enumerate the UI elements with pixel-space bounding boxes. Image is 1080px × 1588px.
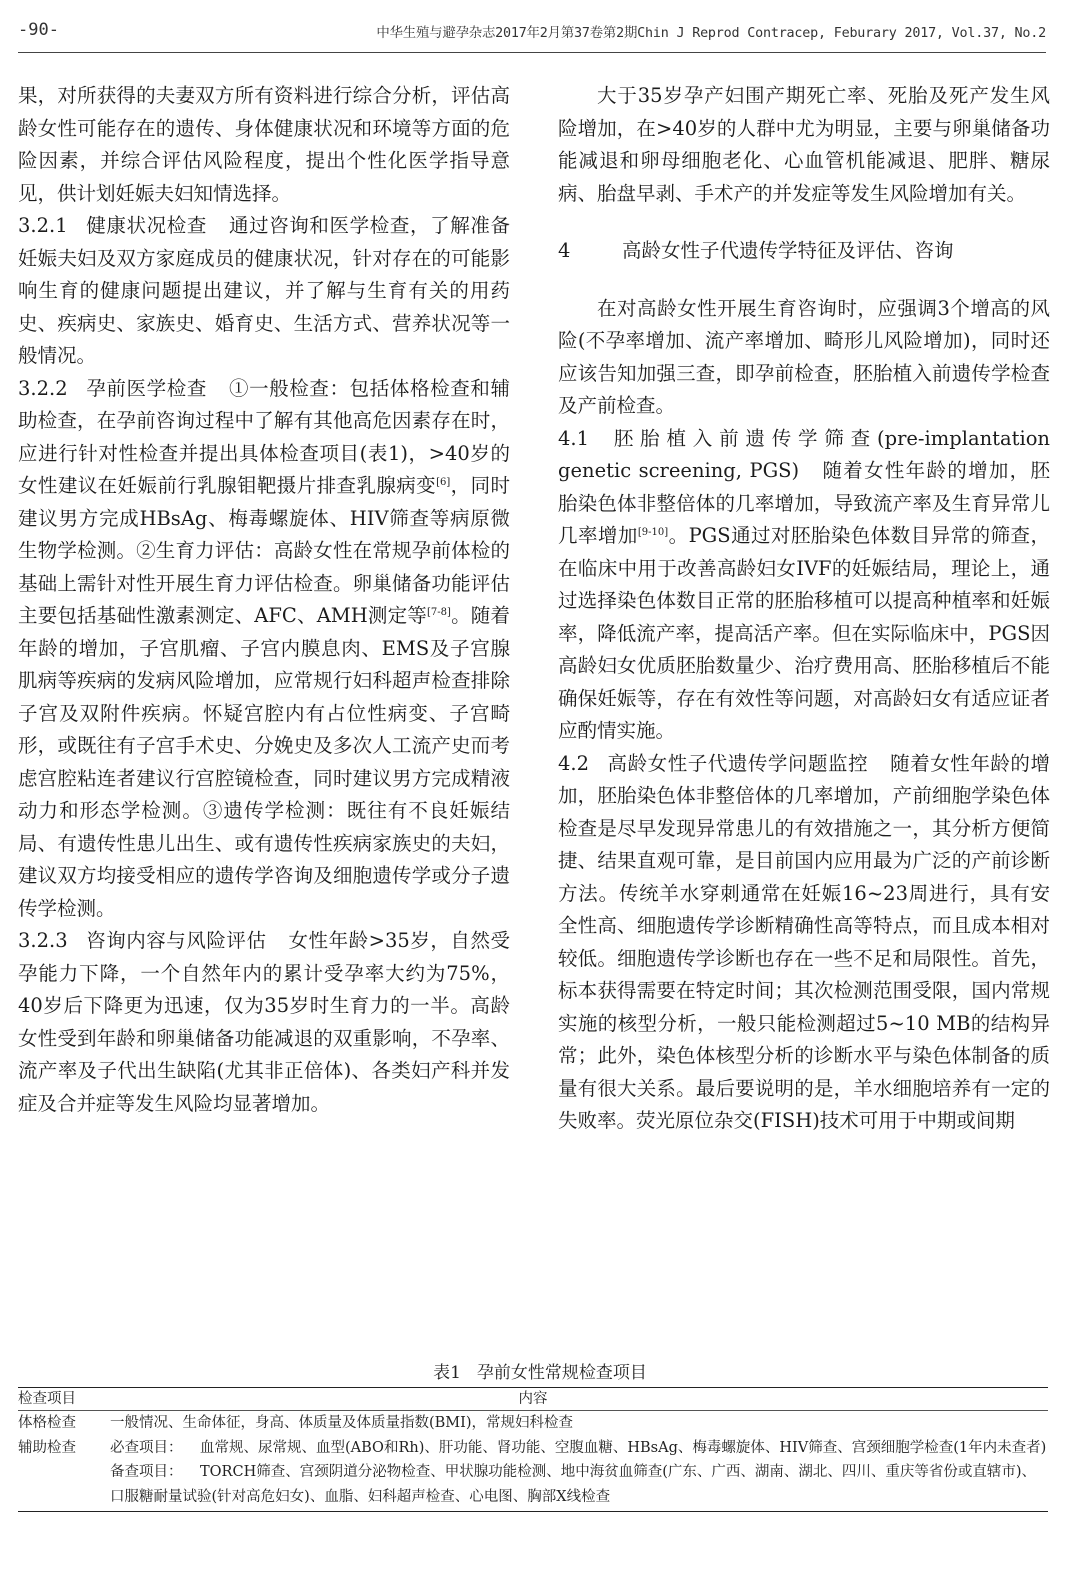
table-cell-item: 辅助检查 (18, 1439, 76, 1456)
section-heading: 孕前医学检查 (85, 376, 207, 400)
citation-ref: [6] (436, 477, 451, 488)
section-3-2-2 (18, 373, 510, 926)
column-header: 内容 (518, 1391, 548, 1407)
section-number: 4 (558, 239, 571, 262)
section-text: ①一般检查：包括体格检查和辅助检查，在孕前咨询过程中了解有其他高危因素存在时，应进行针对性检查并提出具体检查项目(表1)，>40岁的女性建议在妊娠前行乳腺钼靶摄片排查乳腺病变 (18, 376, 510, 497)
section-text: 。随着年龄的增加，子宫肌瘤、子宫内膜息肉、EMS及子宫腺肌病等疾病的发病风险增加，应常规行妇科超声检查排除子宫及双附件疾病。怀疑宫腔内有占位性病变、子宫畸形，或既往有子宫手术史、分娩史及多次人工流产史而考虑宫腔粘连者建议行宫腔镜检查，同时建议男方完成精液动力和形态学检测。③遗传学检测：既往有不良妊娠结局、有遗传性患儿出生、或有遗传性疾病家族史的夫妇，建议双方均接受相应的遗传学咨询及细胞遗传学或分子遗传学检测。 (18, 604, 510, 920)
section-heading: 健康状况检查 (85, 214, 207, 237)
table-caption (0, 1358, 1080, 1383)
table-cell-content: 一般情况、生命体征，身高、体质量及体质量指数(BMI)，常规妇科检查 (110, 1415, 574, 1431)
column-header: 检查项目 (18, 1391, 76, 1407)
section-heading: 高龄女性子代遗传学特征及评估、咨询 (622, 239, 954, 262)
required-items (110, 1436, 1048, 1461)
running-header (18, 14, 1046, 53)
section-text: 。PGS通过对胚胎染色体数目异常的筛查，在临床中用于改善高龄妇女IVF的妊娠结局，理论上，通过选择染色体数目正常的胚胎移植可以提高种植率和妊娠率，降低流产率，提高活产率。但在实际临床中，PGS因高龄妇女优质胚胎数量少、治疗费用高、胚胎移植后不能确保妊娠等，存在有效性等问题，对高龄妇女有适应证者应酌情实施。 (558, 524, 1050, 742)
section-3-2-3 (18, 925, 510, 1120)
section-number: 3.2.1 (18, 214, 68, 237)
optional-items (110, 1460, 1048, 1509)
paragraph: 果，对所获得的夫妻双方所有资料进行综合分析，评估高龄女性可能存在的遗传、身体健康状况和环境等方面的危险因素，并综合评估风险程度，提出个性化医学指导意见，供计划妊娠夫妇知情选择。 (18, 84, 510, 205)
table-cell-item: 体格检查 (18, 1415, 76, 1431)
section-number: 4.1 (558, 426, 590, 450)
section-4-1 (558, 423, 1050, 748)
table-header-row (18, 1388, 1048, 1410)
table-number: 表1 (433, 1363, 461, 1383)
section-text: ，同时建议男方完成HBsAg、梅毒螺旋体、HIV筛查等病原微生物学检测。②生育力评估：高龄女性在常规孕前体检的基础上需针对性开展生育力评估检查。卵巢储备功能评估主要包括基础性激素测定、AFC、AMH测定等 (18, 474, 510, 627)
section-4-heading (558, 235, 1050, 268)
section-number: 3.2.3 (18, 929, 68, 952)
section-heading: 高龄女性子代遗传学问题监控 (607, 751, 869, 775)
section-number: 3.2.2 (18, 376, 68, 400)
sub-text: TORCH筛查、宫颈阴道分泌物检查、甲状腺功能检测、地中海贫血筛查(广东、广西、湖南、湖北、四川、重庆等省份或直辖市)、口服糖耐量试验(针对高危妇女)、血脂、妇科超声检查、心电图、胸部X线检查 (110, 1464, 1037, 1505)
section-4-2 (558, 748, 1050, 1138)
section-text: 通过咨询和医学检查，了解准备妊娠夫妇及双方家庭成员的健康状况，针对存在的可能影响生育的健康问题提出建议，并了解与生育有关的用药史、疾病史、家族史、婚育史、生活方式、营养状况等一般情况。 (18, 214, 510, 367)
paragraph: 在对高龄女性开展生育咨询时，应强调3个增高的风险(不孕率增加、流产率增加、畸形儿风险增加)，同时还应该告知加强三查，即孕前检查，胚胎植入前遗传学检查及产前检查。 (558, 296, 1050, 417)
exam-items-table (18, 1387, 1048, 1512)
section-heading: 胚胎植入前遗传学筛查(pre-implantation genetic screening, PGS) (558, 426, 1050, 482)
left-column (18, 80, 510, 1120)
page-number: -90- (18, 20, 59, 40)
section-text: 随着女性年龄的增加，胚胎染色体非整倍体的几率增加，导致流产率及生育异常儿几率增加 (558, 459, 1050, 547)
right-column (558, 80, 1050, 1138)
table-row (18, 1411, 1048, 1436)
section-number: 4.2 (558, 751, 590, 775)
section-3-2-1 (18, 210, 510, 373)
table-title: 孕前女性常规检查项目 (476, 1363, 647, 1383)
paragraph: 大于35岁孕产妇围产期死亡率、死胎及死产发生风险增加，在>40岁的人群中尤为明显，主要与卵巢储备功能减退和卵母细胞老化、心血管机能减退、肥胖、糖尿病、胎盘早剥、手术产的并发症等发生风险增加有关。 (558, 84, 1050, 205)
table-row (18, 1436, 1048, 1510)
citation-ref: [9-10] (637, 527, 669, 538)
sub-text: 血常规、尿常规、血型(ABO和Rh)、肝功能、肾功能、空腹血糖、HBsAg、梅毒螺旋体、HIV筛查、宫颈细胞学检查(1年内未查者) (200, 1439, 1047, 1456)
sub-label: 备查项目： (110, 1464, 183, 1480)
section-heading: 咨询内容与风险评估 (85, 929, 267, 952)
table-cell-content (110, 1436, 1048, 1510)
section-text: 随着女性年龄的增加，胚胎染色体非整倍体的几率增加，产前细胞学染色体检查是尽早发现异常患儿的有效措施之一，其分析方便简捷、结果直观可靠，是目前国内应用最为广泛的产前诊断方法。传统羊水穿刺通常在妊娠16~23周进行，具有安全性高、细胞遗传学诊断精确性高等特点，而且成本相对较低。细胞遗传学诊断也存在一些不足和局限性。首先，标本获得需要在特定时间；其次检测范围受限，国内常规实施的核型分析，一般只能检测超过5~10 MB的结构异常；此外，染色体核型分析的诊断水平与染色体制备的质量有很大关系。最后要说明的是，羊水细胞培养有一定的失败率。荧光原位杂交(FISH)技术可用于中期或间期 (558, 751, 1050, 1132)
citation-ref: [7-8] (427, 607, 451, 618)
table-rule (18, 1511, 1048, 1512)
journal-citation: 中华生殖与避孕杂志2017年2月第37卷第2期Chin J Reprod Contracep, Feburary 2017, Vol.37, No.2 (376, 26, 1046, 41)
sub-label: 必查项目： (110, 1439, 183, 1456)
section-text: 女性年龄>35岁，自然受孕能力下降，一个自然年内的累计受孕率大约为75%，40岁后下降更为迅速，仅为35岁时生育力的一半。高龄女性受到年龄和卵巢储备功能减退的双重影响，不孕率、流产率及子代出生缺陷(尤其非正倍体)、各类妇产科并发症及合并症等发生风险均显著增加。 (18, 929, 510, 1115)
